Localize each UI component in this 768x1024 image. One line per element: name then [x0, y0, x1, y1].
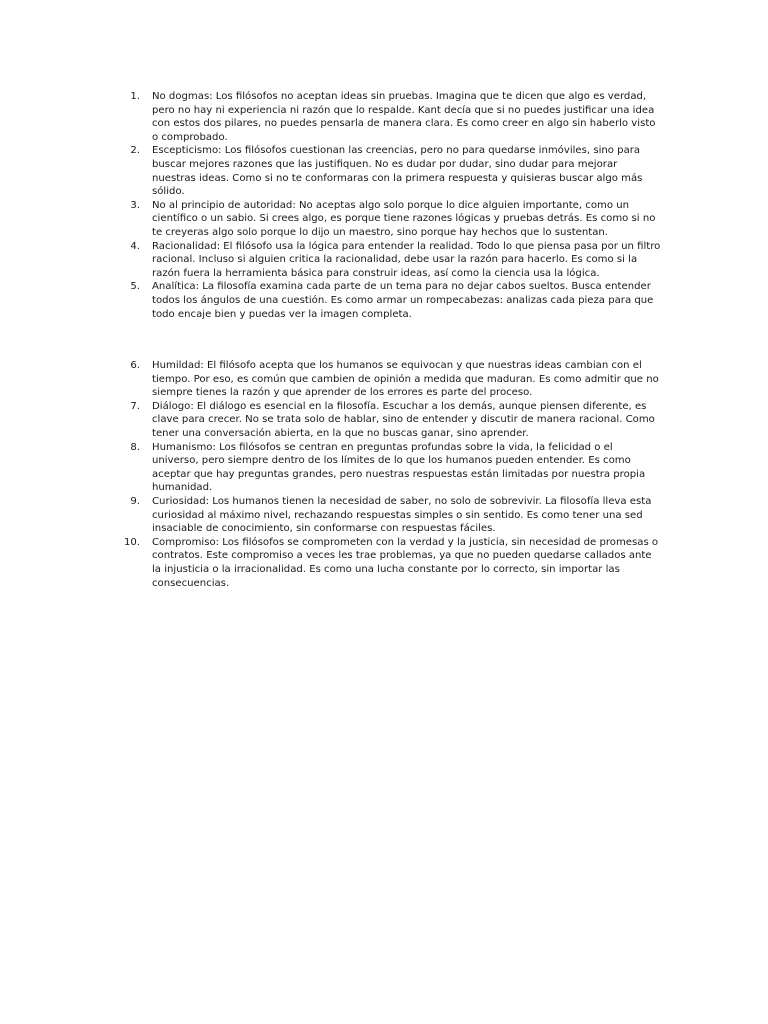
- list-item: [0, 359, 662, 400]
- list-item-text: No dogmas: Los filósofos no aceptan ideas sin pruebas. Imagina que te dicen que algo es verdad, pero no hay ni experiencia ni razón que lo respalde. Kant decía que si no puedes justificar una idea con estos dos pilares, no puedes pensarla de manera clara. Es como creer en algo sin haberlo visto o comprobado.: [152, 91, 656, 143]
- list-item-text: No al principio de autoridad: No aceptas algo solo porque lo dice alguien importante, como un científico o un sabio. Si crees algo, es porque tiene razones lógicas y pruebas detrás. Es como si no te creyeras algo solo porque lo dijo un maestro, sino porque hay hechos que lo sustentan.: [152, 199, 656, 238]
- list-item-text: Compromiso: Los filósofos se comprometen con la verdad y la justicia, sin necesidad de promesas o contratos. Este compromiso a veces les trae problemas, ya que no pueden quedarse callados ante la injusticia o la irracionalidad. Es como una lucha constante por lo correcto, sin importar las consecuencias.: [152, 536, 659, 589]
- list-item-number: 7.: [130, 400, 140, 412]
- list-item: [0, 441, 662, 495]
- list-item-text: Escepticismo: Los filósofos cuestionan las creencias, pero no para quedarse inmóviles, sino para buscar mejores razones que las justifiquen. No es dudar por dudar, sino dudar para mejorar nuestras ideas. Como si no te conformaras con la primera respuesta y quisieras buscar algo más sólido.: [152, 145, 643, 198]
- numbered-list-part-one: [0, 90, 768, 321]
- list-item-number: 3.: [130, 199, 140, 211]
- list-item: [0, 240, 662, 281]
- list-item-text: Racionalidad: El filósofo usa la lógica para entender la realidad. Todo lo que piensa pasa por un filtro racional. Incluso si alguien critica la racionalidad, debe usar la razón para hacerlo. Es como si la razón fuera la herramienta básica para construir ideas, así como la ciencia usa la lógica.: [152, 240, 661, 279]
- list-item: [0, 400, 662, 441]
- list-item-text: Analítica: La filosofía examina cada parte de un tema para no dejar cabos sueltos. Busca entender todos los ángulos de una cuestión. Es como armar un rompecabezas: analizas cada pieza para que todo encaje bien y puedas ver la imagen completa.: [152, 281, 654, 320]
- list-item-number: 2.: [130, 145, 140, 157]
- list-item: [0, 90, 662, 144]
- list-item: [0, 536, 662, 590]
- list-item-number: 5.: [130, 281, 140, 293]
- list-item: [0, 199, 662, 240]
- list-item: [0, 144, 662, 198]
- list-item-text: Diálogo: El diálogo es esencial en la filosofía. Escuchar a los demás, aunque piensen diferente, es clave para crecer. No se trata solo de hablar, sino de entender y discutir de manera racional. Como tener una conversación abierta, en la que no buscas ganar, sino aprender.: [152, 400, 655, 439]
- list-item-number: 10.: [123, 536, 140, 548]
- list-item-number: 8.: [130, 441, 140, 453]
- list-item-number: 1.: [130, 91, 140, 102]
- list-item-number: 6.: [130, 360, 140, 371]
- list-item-number: 9.: [130, 495, 140, 507]
- list-item: [0, 495, 662, 536]
- numbered-list-part-two: [0, 359, 768, 590]
- list-item: [0, 280, 662, 321]
- list-item-text: Humildad: El filósofo acepta que los humanos se equivocan y que nuestras ideas cambian con el tiempo. Por eso, es común que cambien de opinión a medida que maduran. Es como admitir que no siempre tienes la razón y que aprender de los errores es parte del proceso.: [152, 360, 659, 399]
- list-item-number: 4.: [130, 240, 140, 252]
- list-item-text: Humanismo: Los filósofos se centran en preguntas profundas sobre la vida, la felicidad o el universo, pero siempre dentro de los límites de lo que los humanos pueden entender. Es como aceptar que hay preguntas grandes, pero nuestras respuestas están limitadas por nuestra propia humanidad.: [152, 441, 646, 494]
- list-item-text: Curiosidad: Los humanos tienen la necesidad de saber, no solo de sobrevivir. La filosofía lleva esta curiosidad al máximo nivel, rechazando respuestas simples o sin sentido. Es como tener una sed insaciable de conocimiento, sin conformarse con respuestas fáciles.: [152, 495, 652, 535]
